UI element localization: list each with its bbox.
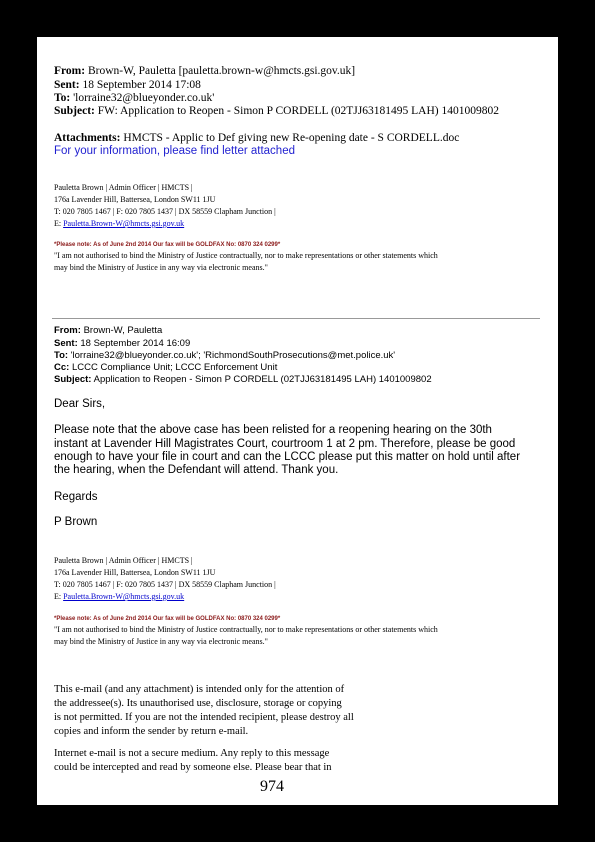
notice-line-3: is not permitted. If you are not the intended recipient, please destroy all xyxy=(54,712,354,723)
email1-sig-line2: 176a Lavender Hill, Battersea, London SW11 1JU xyxy=(54,195,216,204)
from-value: Brown-W, Pauletta [pauletta.brown-w@hmcts.gsi.gov.uk] xyxy=(87,65,356,77)
subject-label: Subject: xyxy=(54,105,95,117)
email2-disclaimer-2: may bind the Ministry of Justice in any way via electronic means." xyxy=(54,637,268,646)
email1-subject-line xyxy=(54,105,499,117)
notice-line-1: This e-mail (and any attachment) is intended only for the attention of xyxy=(54,684,345,695)
sent-value: 18 September 2014 17:08 xyxy=(82,79,201,91)
email1-attachments-line xyxy=(54,132,459,144)
email1-to-line xyxy=(54,92,214,104)
to-value: 'lorraine32@blueyonder.co.uk' xyxy=(73,92,215,104)
sent-value: 18 September 2014 16:09 xyxy=(80,338,191,349)
to-value: 'lorraine32@blueyonder.co.uk'; 'RichmondSouthProsecutions@met.police.uk' xyxy=(70,350,396,361)
email2-to-line xyxy=(54,350,395,361)
email2-disclaimer-1: "I am not authorised to bind the Ministry of Justice contractually, nor to make representations or other statements which xyxy=(54,625,438,634)
email2-para-1: Please note that the above case has been relisted for a reopening hearing on the 30th xyxy=(54,424,492,436)
email1-sig-line1: Pauletta Brown | Admin Officer | HMCTS | xyxy=(54,183,193,192)
notice-line-2: the addressee(s). Its unauthorised use, disclosure, storage or copying xyxy=(54,698,342,709)
sent-label: Sent: xyxy=(54,79,80,91)
email1-from-line xyxy=(54,65,355,77)
email-prefix: E: xyxy=(54,592,64,601)
page-number: 974 xyxy=(260,778,284,795)
email1-sig-line3: T: 020 7805 1467 | F: 020 7805 1437 | DX 58559 Clapham Junction | xyxy=(54,207,276,216)
email-link[interactable]: Pauletta.Brown-W@hmcts.gsi.gov.uk xyxy=(63,219,185,228)
cc-label: Cc: xyxy=(54,362,70,373)
email1-disclaimer-2: may bind the Ministry of Justice in any way via electronic means." xyxy=(54,263,268,272)
email2-subject-line xyxy=(54,374,432,385)
email2-greeting: Dear Sirs, xyxy=(54,398,106,410)
attachment-file[interactable]: HMCTS - Applic to Def giving new Re-opening date - S CORDELL.doc xyxy=(123,132,460,144)
notice-line-5: Internet e-mail is not a secure medium. Any reply to this message xyxy=(54,748,330,759)
email2-regards: Regards xyxy=(54,491,98,503)
email2-sig-line1: Pauletta Brown | Admin Officer | HMCTS | xyxy=(54,556,193,565)
subject-value: FW: Application to Reopen - Simon P CORDELL (02TJJ63181495 LAH) 1401009802 xyxy=(97,105,499,117)
to-label: To: xyxy=(54,92,71,104)
cc-value: LCCC Compliance Unit; LCCC Enforcement Unit xyxy=(71,362,278,373)
email2-sig-email-line xyxy=(54,592,184,601)
notice-line-6: could be intercepted and read by someone else. Please bear that in xyxy=(54,762,332,773)
email2-cc-line xyxy=(54,362,277,373)
subject-value: Application to Reopen - Simon P CORDELL (02TJJ63181495 LAH) 1401009802 xyxy=(93,374,432,385)
email2-para-2: instant at Lavender Hill Magistrates Court, courtroom 1 at 2 pm. Therefore, please be good xyxy=(54,438,516,450)
email2-sig-line3: T: 020 7805 1467 | F: 020 7805 1437 | DX 58559 Clapham Junction | xyxy=(54,580,276,589)
from-value: Brown-W, Pauletta xyxy=(83,325,163,336)
subject-label: Subject: xyxy=(54,374,92,385)
email1-sent-line xyxy=(54,79,201,91)
email1-note: For your information, please find letter attached xyxy=(54,145,295,157)
email2-para-4: the hearing, when the Defendant will attend. Thank you. xyxy=(54,464,339,476)
email-prefix: E: xyxy=(54,219,64,228)
email1-fax-note: *Please note: As of June 2nd 2014 Our fax will be GOLDFAX No: 0870 324 0299* xyxy=(54,242,281,248)
email2-sent-line xyxy=(54,338,190,349)
attachments-label: Attachments: xyxy=(54,132,121,144)
email-link[interactable]: Pauletta.Brown-W@hmcts.gsi.gov.uk xyxy=(63,592,185,601)
email1-sig-email-line xyxy=(54,219,184,228)
to-label: To: xyxy=(54,350,69,361)
email-divider xyxy=(52,318,540,319)
email2-para-3: enough to have your file in court and can the LCCC please put this matter on hold until after xyxy=(54,451,521,463)
email1-disclaimer-1: "I am not authorised to bind the Ministry of Justice contractually, nor to make representations or other statements which xyxy=(54,251,438,260)
notice-line-4: copies and inform the sender by return e-mail. xyxy=(54,726,249,737)
email2-fax-note: *Please note: As of June 2nd 2014 Our fax will be GOLDFAX No: 0870 324 0299* xyxy=(54,616,281,622)
email2-sig-line2: 176a Lavender Hill, Battersea, London SW11 1JU xyxy=(54,568,216,577)
from-label: From: xyxy=(54,325,81,336)
sent-label: Sent: xyxy=(54,338,78,349)
from-label: From: xyxy=(54,65,86,77)
email2-from-line xyxy=(54,325,162,336)
email2-signoff: P Brown xyxy=(54,516,98,528)
document-page xyxy=(37,37,558,805)
